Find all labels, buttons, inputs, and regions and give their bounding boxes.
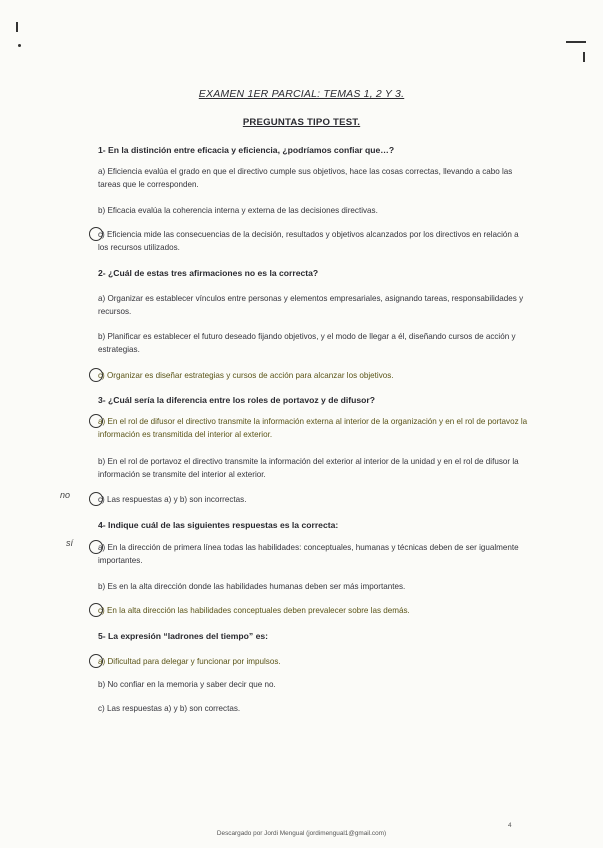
scan-mark-left — [16, 22, 18, 32]
exam-subtitle: PREGUNTAS TIPO TEST. — [242, 117, 361, 128]
scan-mark-right — [566, 41, 586, 43]
q5-option-a: a) Dificultad para delegar y funcionar por impulsos. — [98, 657, 281, 666]
question-4: 4- Indique cuál de las siguientes respuestas es la correcta: — [98, 520, 339, 530]
q2-option-b: b) Planificar es establecer el futuro deseado fijando objetivos, y el modo de llegar a él, diseñando cursos de acción y estrategias. — [98, 332, 516, 354]
question-1: 1- En la distinción entre eficacia y eficiencia, ¿podríamos confiar que…? — [98, 145, 395, 155]
q1-option-c: c) Eficiencia mide las consecuencias de la decisión, resultados y objetivos alcanzados por los directivos en relación a los recursos utilizados. — [98, 230, 519, 252]
question-5: 5- La expresión “ladrones del tiempo” es: — [98, 631, 269, 641]
q4-option-a: a) En la dirección de primera línea todas las habilidades: conceptuales, humanas y técnicas deben de ser igualmente importantes. — [98, 543, 519, 565]
page-number: 4 — [508, 822, 512, 829]
q1-option-a: a) Eficiencia evalúa el grado en que el directivo cumple sus objetivos, hace las cosas correctas, llevando a cabo las tareas que le corresponden. — [98, 167, 513, 189]
q3-option-a: a) En el rol de difusor el directivo transmite la información externa al interior de la organización y en el rol de portavoz la información es transmitida del interior al exterior. — [98, 417, 528, 439]
exam-title: EXAMEN 1ER PARCIAL: TEMAS 1, 2 Y 3. — [198, 88, 405, 100]
q3-option-b: b) En el rol de portavoz el directivo transmite la información del exterior al interior de la unidad y en el rol de difusor la información se transmite del interior al exterior. — [98, 457, 519, 479]
question-3: 3- ¿Cuál sería la diferencia entre los roles de portavoz y de difusor? — [98, 395, 375, 405]
margin-note-no: no — [60, 490, 71, 500]
q4-option-b: b) Es en la alta dirección donde las habilidades humanas deben ser más importantes. — [98, 582, 406, 591]
q2-option-a: a) Organizar es establecer vínculos entre personas y elementos empresariales, asignando tareas, responsabilidades y recursos. — [98, 294, 524, 316]
q4-option-c: c) En la alta dirección las habilidades conceptuales deben prevalecer sobre las demás. — [98, 606, 410, 615]
scan-mark-right-2 — [583, 52, 585, 62]
q5-option-b: b) No confiar en la memoria y saber decir que no. — [98, 680, 276, 689]
q5-option-c: c) Las respuestas a) y b) son correctas. — [98, 704, 241, 713]
q1-option-b: b) Eficacia evalúa la coherencia interna y externa de las decisiones directivas. — [98, 206, 378, 215]
q2-option-c: c) Organizar es diseñar estrategias y cursos de acción para alcanzar los objetivos. — [98, 371, 394, 380]
download-footer: Descargado por Jordi Mengual (jordimengual1@gmail.com) — [216, 830, 387, 837]
q3-option-c: c) Las respuestas a) y b) son incorrectas. — [98, 495, 247, 504]
scan-mark-left-2 — [18, 44, 21, 47]
margin-note-si: sí — [66, 538, 74, 548]
question-2: 2- ¿Cuál de estas tres afirmaciones no es la correcta? — [98, 268, 319, 278]
